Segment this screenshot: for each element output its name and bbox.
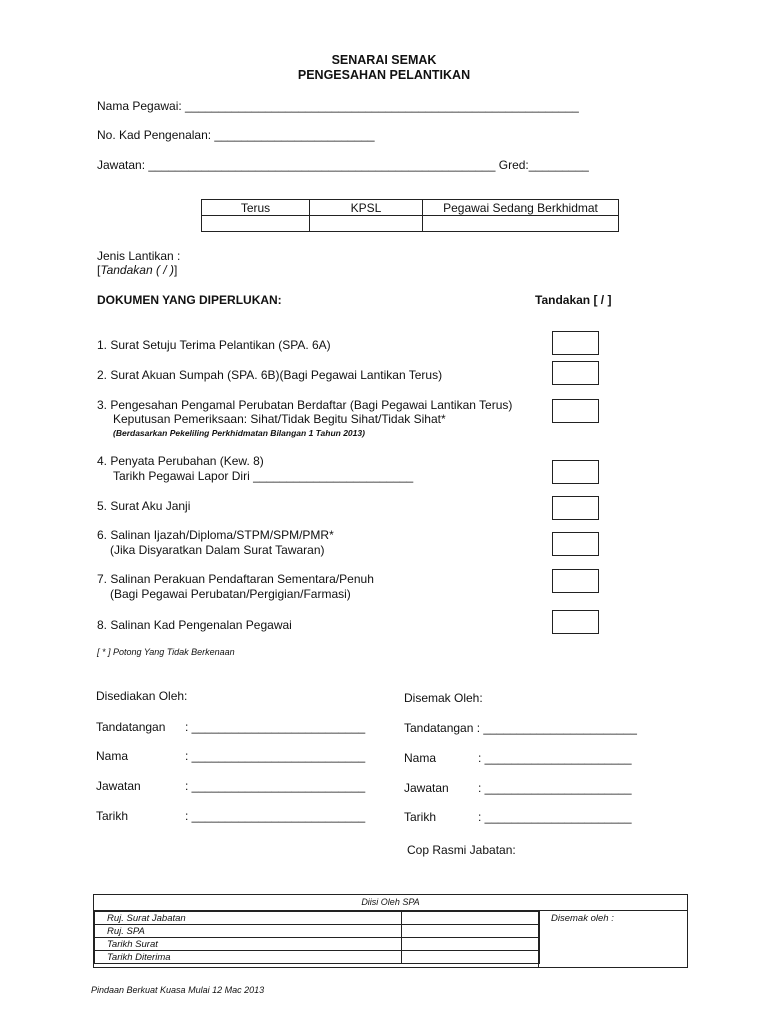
cop-rasmi-label: Cop Rasmi Jabatan: — [407, 843, 516, 857]
documents-heading: DOKUMEN YANG DIPERLUKAN: — [97, 293, 282, 307]
spa-row-label: Tarikh Diterima — [95, 951, 402, 964]
tick-box-2[interactable] — [552, 361, 599, 385]
nama-pegawai-field[interactable]: Nama Pegawai: ___________________________________________________________ — [97, 99, 579, 113]
tick-box-6[interactable] — [552, 532, 599, 556]
checked-jawatan-field[interactable]: : ______________________ — [478, 781, 632, 795]
type-terus-cell[interactable] — [202, 216, 310, 232]
checked-nama-field[interactable]: : ______________________ — [478, 751, 632, 765]
document-item-4: 4. Penyata Perubahan (Kew. 8) — [97, 454, 264, 468]
tick-box-5[interactable] — [552, 496, 599, 520]
prepared-tarikh-field[interactable]: : __________________________ — [185, 809, 366, 823]
spa-disemak-label: Disemak oleh : — [551, 913, 614, 924]
spa-row-label: Tarikh Surat — [95, 938, 402, 951]
spa-row-value[interactable] — [402, 912, 540, 925]
checked-nama-label: Nama — [404, 751, 437, 765]
spa-row-value[interactable] — [402, 938, 540, 951]
document-item-5: 5. Surat Aku Janji — [97, 499, 191, 513]
tick-heading: Tandakan [ / ] — [535, 293, 612, 307]
prepared-jawatan-field[interactable]: : __________________________ — [185, 779, 366, 793]
type-berkhidmat-cell[interactable] — [423, 216, 619, 232]
spa-office-box — [93, 894, 688, 968]
tick-box-1[interactable] — [552, 331, 599, 355]
document-item-6-line2: (Jika Disyaratkan Dalam Surat Tawaran) — [110, 543, 325, 557]
spa-box-header: Diisi Oleh SPA — [94, 895, 687, 911]
prepared-by-heading: Disediakan Oleh: — [96, 689, 188, 703]
jenis-lantikan-hint — [97, 263, 177, 277]
checked-tarikh-field[interactable]: : ______________________ — [478, 810, 632, 824]
prepared-tarikh-label: Tarikh — [96, 809, 129, 823]
jenis-lantikan-label: Jenis Lantikan : — [97, 249, 181, 263]
type-kpsl-cell[interactable] — [310, 216, 423, 232]
type-berkhidmat-header: Pegawai Sedang Berkhidmat — [423, 200, 619, 216]
checked-by-heading: Disemak Oleh: — [404, 691, 483, 705]
document-item-4-line2: Tarikh Pegawai Lapor Diri ________________________ — [113, 469, 414, 483]
hint-open-bracket: [ — [97, 263, 101, 277]
spa-box-table — [94, 911, 540, 964]
document-item-7-line2: (Bagi Pegawai Perubatan/Pergigian/Farmasi) — [110, 587, 351, 601]
document-item-6: 6. Salinan Ijazah/Diploma/STPM/SPM/PMR* — [97, 528, 334, 542]
hint-close-bracket: ] — [173, 263, 178, 277]
hint-text: Tandakan ( / ) — [100, 263, 174, 277]
type-terus-header: Terus — [202, 200, 310, 216]
kad-pengenalan-field[interactable]: No. Kad Pengenalan: ________________________ — [97, 128, 375, 142]
tick-box-8[interactable] — [552, 610, 599, 634]
spa-disemak-cell[interactable] — [538, 911, 688, 967]
document-item-1: 1. Surat Setuju Terima Pelantikan (SPA. 6A) — [97, 338, 331, 352]
tick-box-3[interactable] — [552, 399, 599, 423]
spa-row-value[interactable] — [402, 925, 540, 938]
spa-row-label: Ruj. Surat Jabatan — [95, 912, 402, 925]
appointment-type-table — [201, 199, 619, 232]
spa-row-label: Ruj. SPA — [95, 925, 402, 938]
tick-box-4[interactable] — [552, 460, 599, 484]
document-item-2: 2. Surat Akuan Sumpah (SPA. 6B)(Bagi Pegawai Lantikan Terus) — [97, 368, 443, 382]
checked-jawatan-label: Jawatan — [404, 781, 449, 795]
checked-tarikh-label: Tarikh — [404, 810, 437, 824]
prepared-jawatan-label: Jawatan — [96, 779, 141, 793]
spa-row-value[interactable] — [402, 951, 540, 964]
tick-box-7[interactable] — [552, 569, 599, 593]
jawatan-gred-field[interactable]: Jawatan: ____________________________________________________ Gred:_________ — [97, 158, 589, 172]
document-item-3-line2: Keputusan Pemeriksaan: Sihat/Tidak Begitu Sihat/Tidak Sihat* — [113, 412, 446, 426]
document-item-7: 7. Salinan Perakuan Pendaftaran Sementara/Penuh — [97, 572, 374, 586]
document-item-3-note: (Berdasarkan Pekeliling Perkhidmatan Bilangan 1 Tahun 2013) — [113, 428, 365, 438]
prepared-nama-field[interactable]: : __________________________ — [185, 749, 366, 763]
amendment-note: Pindaan Berkuat Kuasa Mulai 12 Mac 2013 — [91, 985, 265, 995]
prepared-nama-label: Nama — [96, 749, 129, 763]
document-item-3: 3. Pengesahan Pengamal Perubatan Berdaftar (Bagi Pegawai Lantikan Terus) — [97, 398, 513, 412]
form-title: SENARAI SEMAK — [331, 53, 437, 67]
footnote: [ * ] Potong Yang Tidak Berkenaan — [97, 647, 235, 657]
prepared-tandatangan-label: Tandatangan — [96, 720, 166, 734]
type-kpsl-header: KPSL — [310, 200, 423, 216]
checked-tandatangan-field[interactable]: Tandatangan : _______________________ — [404, 721, 637, 735]
prepared-tandatangan-field[interactable]: : __________________________ — [185, 720, 366, 734]
document-item-8: 8. Salinan Kad Pengenalan Pegawai — [97, 618, 292, 632]
form-subtitle: PENGESAHAN PELANTIKAN — [297, 68, 471, 82]
